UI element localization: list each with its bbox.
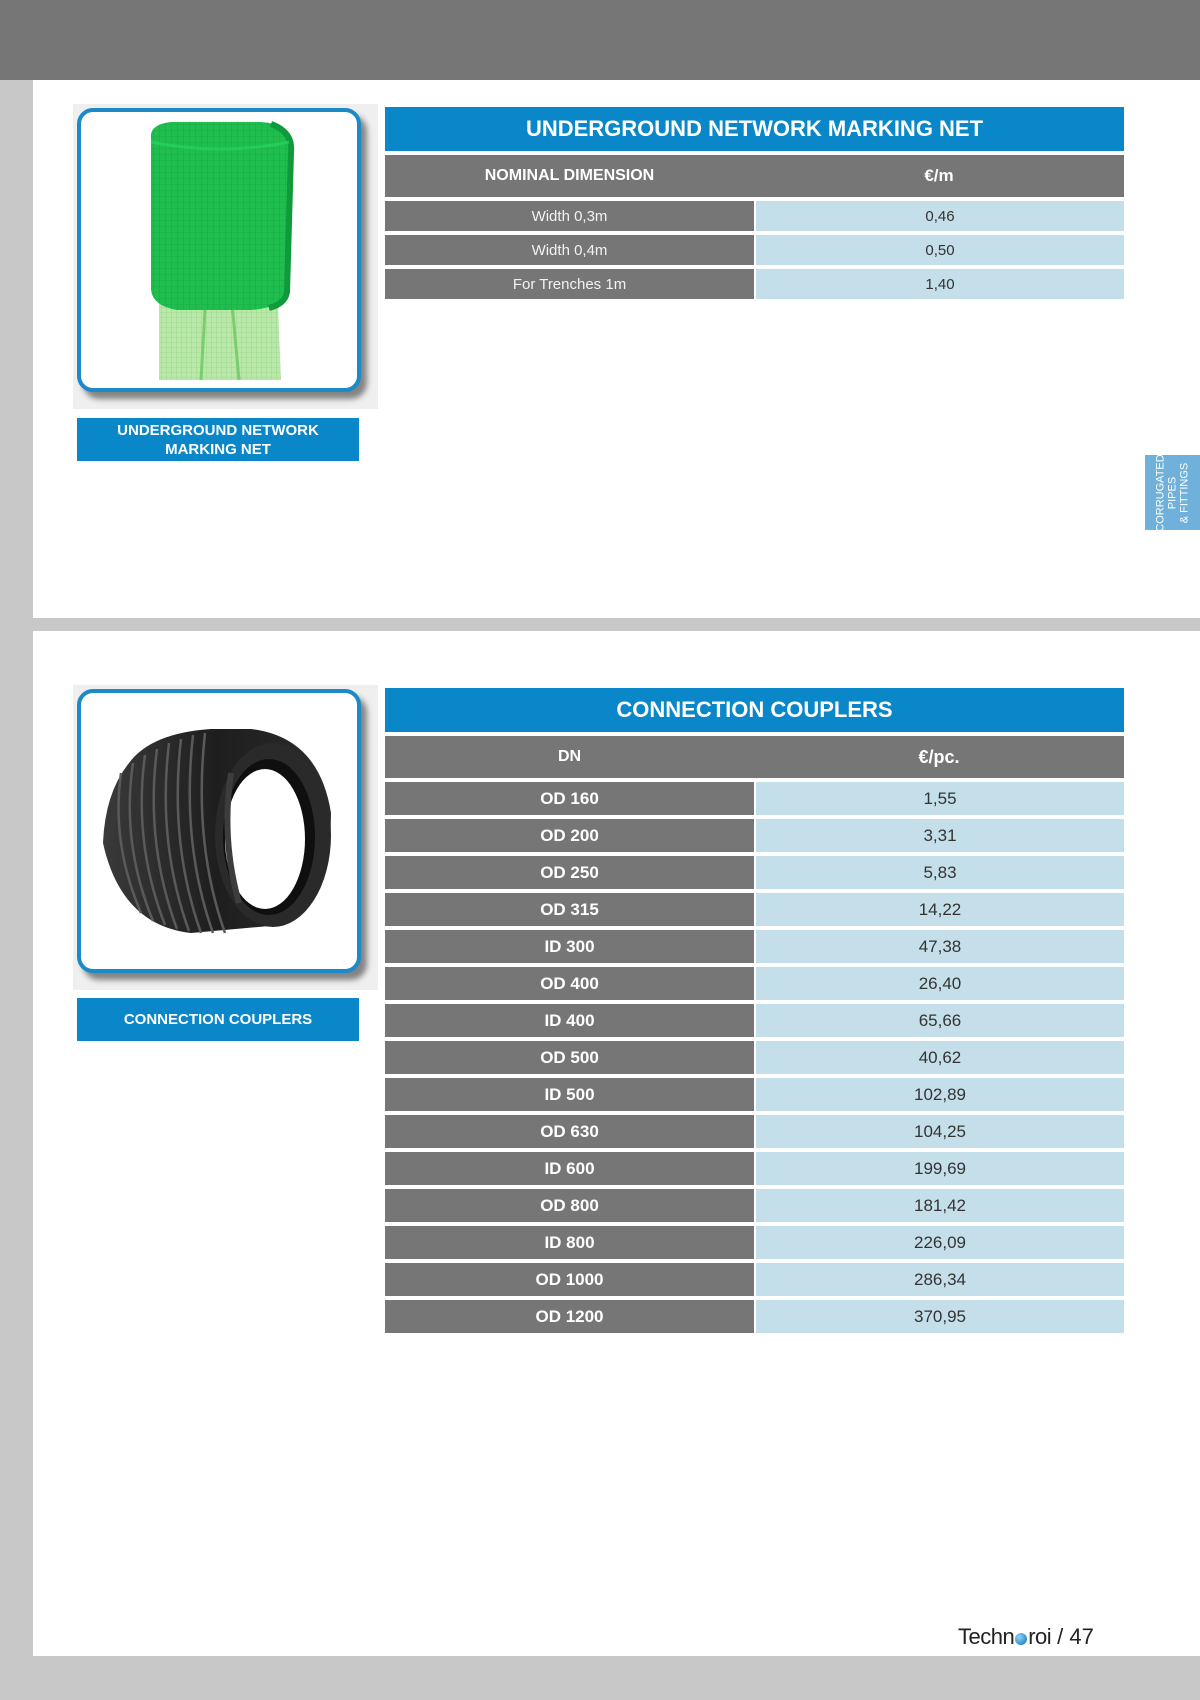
product-photo-couplers [77, 689, 361, 973]
table-row [385, 269, 1124, 299]
column-header-price: €/m [924, 166, 954, 185]
table-row [385, 1300, 1124, 1333]
row-price: 286,34 [756, 1263, 1124, 1296]
table-row [385, 856, 1124, 889]
row-dimension: OD 800 [385, 1189, 754, 1222]
row-price: 47,38 [756, 930, 1124, 963]
page-footer [958, 1624, 1094, 1650]
brand-name-part-2: roi [1028, 1624, 1052, 1649]
table-row [385, 893, 1124, 926]
row-price: 1,55 [756, 782, 1124, 815]
table-row [385, 819, 1124, 852]
table-row [385, 1226, 1124, 1259]
row-price: 3,31 [756, 819, 1124, 852]
table-row [385, 1041, 1124, 1074]
row-dimension: ID 500 [385, 1078, 754, 1111]
page-number: / 47 [1057, 1624, 1094, 1649]
coupler-image [81, 693, 357, 969]
table-row [385, 235, 1124, 265]
row-dimension: OD 315 [385, 893, 754, 926]
table-row [385, 1078, 1124, 1111]
row-price: 199,69 [756, 1152, 1124, 1185]
row-dimension: ID 600 [385, 1152, 754, 1185]
product-photo-frame-marking-net [73, 104, 378, 409]
table-title: CONNECTION COUPLERS [385, 688, 1124, 732]
row-price: 0,50 [756, 235, 1124, 265]
table-row [385, 1263, 1124, 1296]
logo-globe-icon [1015, 1633, 1027, 1645]
row-dimension: OD 1000 [385, 1263, 754, 1296]
row-price: 370,95 [756, 1300, 1124, 1333]
row-dimension: ID 400 [385, 1004, 754, 1037]
row-dimension: OD 250 [385, 856, 754, 889]
row-price: 5,83 [756, 856, 1124, 889]
table-row [385, 1004, 1124, 1037]
product-caption-couplers: CONNECTION COUPLERS [77, 998, 359, 1041]
table-row [385, 930, 1124, 963]
table-header-row [385, 155, 1124, 197]
column-header-dn: DN [557, 748, 582, 765]
table-title: UNDERGROUND NETWORK MARKING NET [385, 107, 1124, 151]
row-dimension: Width 0,3m [385, 201, 754, 231]
row-dimension: OD 630 [385, 1115, 754, 1148]
row-dimension: ID 800 [385, 1226, 754, 1259]
table-row [385, 1152, 1124, 1185]
table-row [385, 782, 1124, 815]
brand-name-part-1: Techn [958, 1624, 1015, 1649]
column-header-price: €/pc. [918, 746, 960, 767]
table-row [385, 1189, 1124, 1222]
row-price: 40,62 [756, 1041, 1124, 1074]
row-dimension: OD 200 [385, 819, 754, 852]
row-dimension: OD 160 [385, 782, 754, 815]
table-row [385, 1115, 1124, 1148]
row-price: 26,40 [756, 967, 1124, 1000]
product-caption-marking-net: UNDERGROUND NETWORK MARKING NET [77, 418, 359, 461]
row-price: 226,09 [756, 1226, 1124, 1259]
section-side-tab[interactable] [1145, 455, 1200, 530]
row-price: 14,22 [756, 893, 1124, 926]
row-dimension: Width 0,4m [385, 235, 754, 265]
row-dimension: For Trenches 1m [385, 269, 754, 299]
row-dimension: OD 500 [385, 1041, 754, 1074]
row-price: 181,42 [756, 1189, 1124, 1222]
marking-net-roll-image [81, 112, 357, 388]
row-price: 65,66 [756, 1004, 1124, 1037]
price-table-couplers [385, 688, 1124, 1333]
row-price: 0,46 [756, 201, 1124, 231]
column-header-dimension: NOMINAL DIMENSION [484, 167, 655, 184]
side-tab-label: CORRUGATED PIPES & FITTINGS [1154, 453, 1191, 532]
row-price: 1,40 [756, 269, 1124, 299]
table-row [385, 201, 1124, 231]
product-photo-frame-couplers [73, 685, 378, 990]
product-photo-marking-net [77, 108, 361, 392]
top-bar [0, 0, 1200, 80]
brand-logo [958, 1624, 1051, 1650]
row-dimension: OD 400 [385, 967, 754, 1000]
row-price: 102,89 [756, 1078, 1124, 1111]
row-dimension: OD 1200 [385, 1300, 754, 1333]
price-table-marking-net [385, 107, 1124, 299]
row-dimension: ID 300 [385, 930, 754, 963]
table-header-row [385, 736, 1124, 778]
table-row [385, 967, 1124, 1000]
row-price: 104,25 [756, 1115, 1124, 1148]
